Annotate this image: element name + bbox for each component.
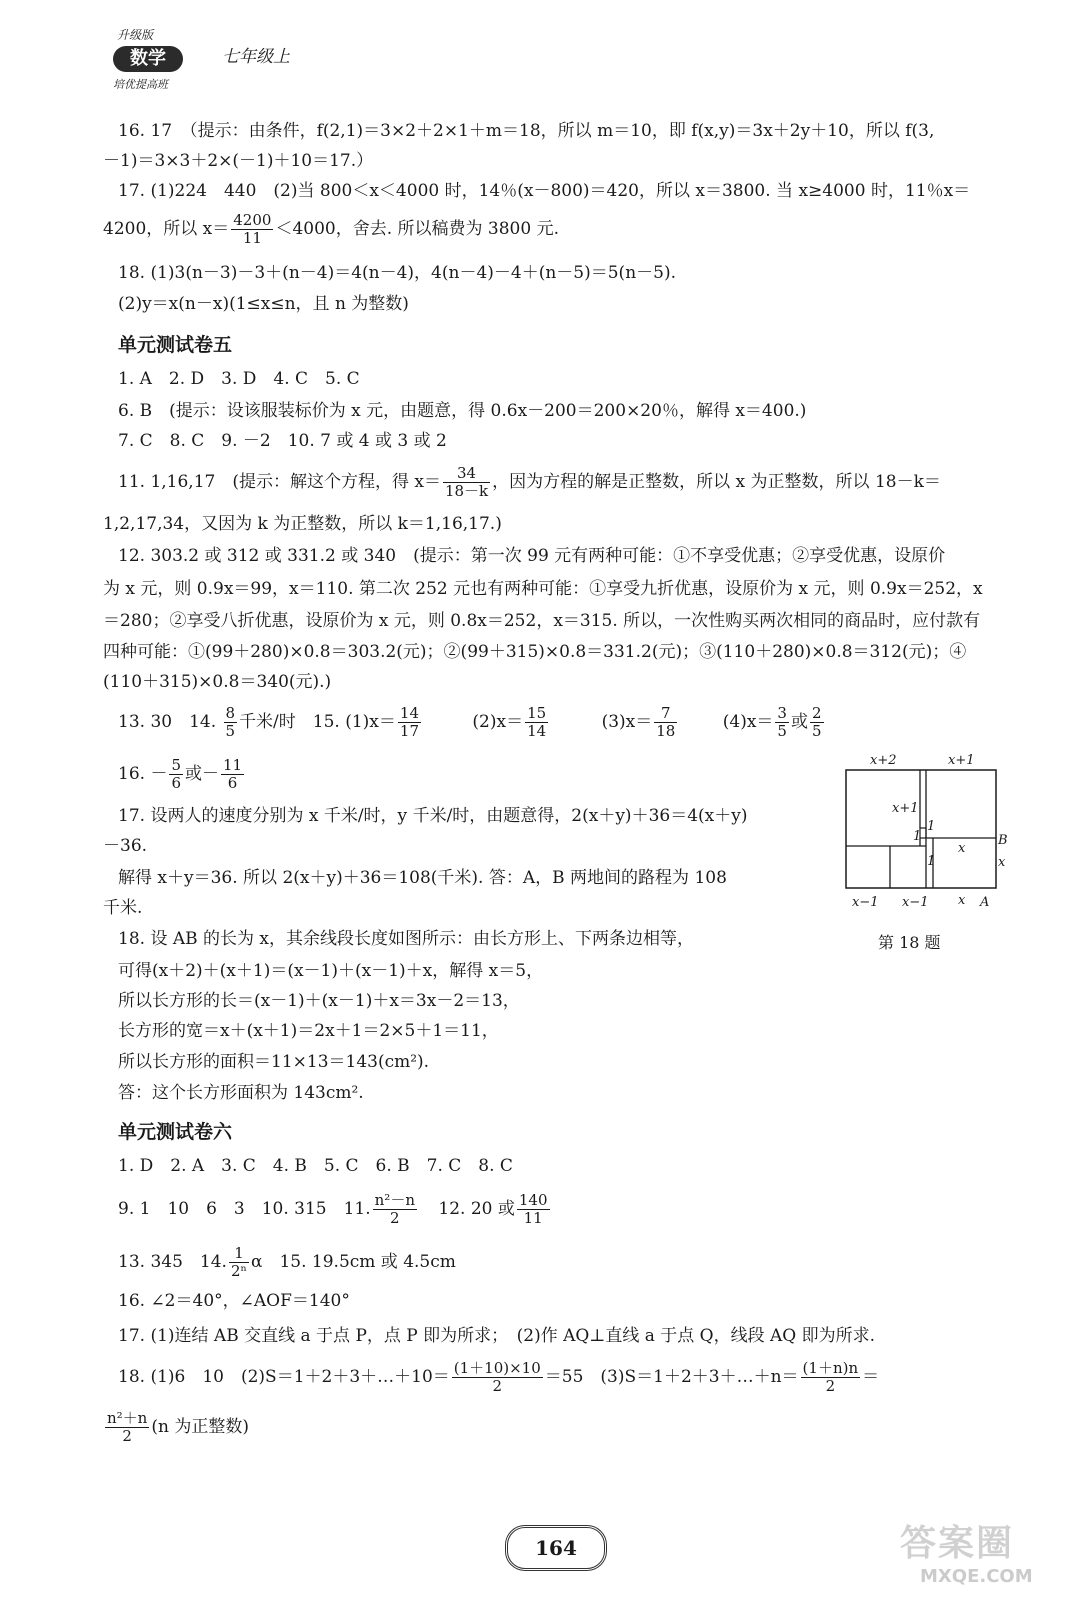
answer-unit6-9-12: 9. 1 10 6 3 10. 315 11. $\frac{\text{n²－n}}{2}$ 12. 20 或 $\frac{140}{11}$: [118, 1191, 548, 1227]
answer-unit5-11-line2: 1,2,17,34，又因为 k 为正整数，所以 k＝1,16,17.): [103, 514, 502, 534]
label-one-c: 1: [927, 854, 936, 869]
fraction: $\frac{7}{18}$: [656, 704, 676, 740]
answer-unit5-18-line6: 答：这个长方形面积为 143cm².: [118, 1083, 364, 1103]
answer-unit6-17: 17. (1)连结 AB 交直线 a 于点 P，点 P 即为所求； (2)作 AQ⊥直线 a 于点 Q，线段 AQ 即为所求.: [118, 1326, 876, 1346]
figure-caption: 第 18 题: [878, 933, 941, 952]
rectangle-figure: [830, 750, 1010, 925]
fraction: $\frac{15}{14}$: [527, 704, 547, 740]
label-one-b: 1: [927, 819, 936, 834]
answer-unit5-18-line1: 18. 设 AB 的长为 x，其余线段长度如图所示：由长方形上、下两条边相等，: [118, 929, 695, 949]
answer-18-line2: (2)y＝x(n－x)(1≤x≤n，且 n 为整数): [118, 294, 409, 314]
answer-unit5-6: 6. B (提示：设该服装标价为 x 元，由题意，得 0.6x－200＝200×20％，解得 x＝400.): [118, 401, 807, 421]
label-mid: x+1: [892, 801, 919, 816]
answer-unit6-18-line2: $\frac{\text{n²＋n}}{2}$ (n 为正整数): [107, 1409, 249, 1445]
answer-unit6-1-8: 1. D 2. A 3. C 4. B 5. C 6. B 7. C 8. C: [118, 1156, 513, 1176]
watermark: [900, 1515, 1033, 1587]
logo-top-text: 升级版: [117, 28, 154, 42]
answer-unit5-13-15: 13. 30 14. $\frac{8}{5}$ 千米/时 15. (1)x＝ $\frac{14}{17}$ (2)x＝ $\frac{15}{14}$ (3)x＝ $\frac{7}{18}$ (4)x＝ $\frac{3}{5}$ 或 $\frac{2}{5}$: [118, 704, 822, 740]
fraction: $\frac{1}{\text{2ⁿ}}$: [230, 1244, 247, 1280]
answer-unit5-17-line4: 千米.: [103, 898, 143, 918]
answer-unit5-16: 16. － $\frac{5}{6}$ 或－ $\frac{11}{6}$: [118, 756, 243, 792]
section-heading-unit6: 单元测试卷六: [118, 1121, 233, 1143]
label-bottom-3: x: [958, 893, 966, 908]
publisher-logo: [105, 16, 195, 106]
answer-unit5-7-10: 7. C 8. C 9. －2 10. 7 或 4 或 3 或 2: [118, 431, 447, 451]
label-bottom-2: x−1: [902, 895, 929, 910]
fraction: $\frac{3}{5}$: [777, 704, 787, 740]
answer-unit5-17-line1: 17. 设两人的速度分别为 x 千米/时，y 千米/时，由题意得，2(x＋y)＋36＝4(x＋y): [118, 806, 748, 826]
fraction: $\frac{2}{5}$: [811, 704, 822, 740]
fraction: $\frac{34}{18-k}$: [444, 464, 489, 500]
answer-unit5-17-line2: －36.: [103, 836, 148, 856]
section-heading-unit5: 单元测试卷五: [118, 334, 233, 356]
label-x-inner: x: [958, 841, 966, 856]
answer-unit5-12-line5: (110＋315)×0.8＝340(元).): [103, 672, 332, 692]
answer-unit5-12-line3: ＝280；②享受八折优惠，设原价为 x 元，则 0.8x＝252，x＝315. 所以，一次性购买两次相同的商品时，应付款有: [103, 611, 981, 631]
page-number: 164: [505, 1525, 607, 1571]
answer-unit5-12-line4: 四种可能：①(99＋280)×0.8＝303.2(元)；②(99＋315)×0.8＝331.2(元)；③(110＋280)×0.8＝312(元)；④: [103, 642, 967, 662]
answer-unit5-18-line3: 所以长方形的长＝(x－1)＋(x－1)＋x＝3x－2＝13，: [118, 991, 520, 1011]
fraction: $\frac{11}{6}$: [223, 756, 243, 792]
grade-label: 七年级上: [222, 47, 290, 67]
answer-unit5-1-5: 1. A 2. D 3. D 4. C 5. C: [118, 369, 360, 389]
watermark-url: MXQE.COM: [920, 1566, 1033, 1587]
logo-bottom-text: 培优提高班: [113, 78, 168, 91]
answer-16-line1: 16. 17 （提示：由条件，f(2,1)＝3×2＋2×1＋m＝18，所以 m＝10，即 f(x,y)＝3x＋2y＋10，所以 f(3,: [118, 121, 935, 141]
answer-unit6-18-line1: 18. (1)6 10 (2)S＝1＋2＋3＋…＋10＝ $\frac{(1+10)\times 10}{2}$ ＝55 (3)S＝1＋2＋3＋…＋n＝ $\frac{(1+n)n}{2}$ ＝: [118, 1359, 880, 1395]
answer-unit5-18-line2: 可得(x＋2)＋(x＋1)＝(x－1)＋(x－1)＋x，解得 x＝5，: [118, 961, 544, 981]
fraction: $\frac{8}{5}$: [225, 704, 236, 740]
answer-17-line2: 4200，所以 x＝ $\frac{4200}{11}$ ＜4000，舍去. 所以稿费为 3800 元.: [103, 211, 559, 247]
label-x-right: x: [998, 855, 1006, 870]
fraction: $\frac{4200}{11}$: [233, 211, 272, 247]
fraction: $\frac{\text{n²－n}}{2}$: [374, 1191, 415, 1227]
logo-main-text: 数学: [113, 46, 183, 72]
fraction: $\frac{(1+10)\times 10}{2}$: [453, 1359, 541, 1395]
fraction: $\frac{\text{n²＋n}}{2}$: [107, 1409, 148, 1445]
label-top-left: x+2: [870, 753, 897, 768]
answer-unit5-12-line1: 12. 303.2 或 312 或 331.2 或 340 (提示：第一次 99 元有两种可能：①不享受优惠；②享受优惠，设原价: [118, 546, 946, 566]
answer-unit5-17-line3: 解得 x＋y＝36. 所以 2(x＋y)＋36＝108(千米). 答：A，B 两地间的路程为 108: [118, 868, 727, 888]
answer-unit5-18-line4: 长方形的宽＝x＋(x＋1)＝2x＋1＝2×5＋1＝11，: [118, 1021, 499, 1041]
label-top-right: x+1: [948, 753, 975, 768]
fraction: $\frac{14}{17}$: [399, 704, 419, 740]
fraction: $\frac{140}{11}$: [518, 1191, 548, 1227]
label-one-a: 1: [913, 829, 922, 844]
answer-unit6-16: 16. ∠2＝40°，∠AOF＝140°: [118, 1291, 350, 1311]
answer-16-line2: －1)＝3×3＋2×(－1)＋10＝17.）: [103, 151, 374, 171]
answer-unit5-18-line5: 所以长方形的面积＝11×13＝143(cm²).: [118, 1052, 430, 1072]
label-A: A: [980, 895, 990, 910]
answer-17-line1: 17. (1)224 440 (2)当 800＜x＜4000 时，14％(x－800)＝420，所以 x＝3800. 当 x≥4000 时，11％x＝: [118, 181, 971, 201]
label-B: B: [998, 833, 1008, 848]
fraction: $\frac{5}{6}$: [171, 756, 181, 792]
answer-18-line1: 18. (1)3(n－3)－3＋(n－4)＝4(n－4)，4(n－4)－4＋(n－5)＝5(n－5).: [118, 263, 676, 283]
label-bottom-1: x−1: [852, 895, 879, 910]
watermark-text: 答案圈: [900, 1523, 1015, 1564]
answer-unit5-12-line2: 为 x 元，则 0.9x＝99，x＝110. 第二次 252 元也有两种可能：①享受九折优惠，设原价为 x 元，则 0.9x＝252，x: [103, 579, 983, 599]
fraction: $\frac{(1+n)n}{2}$: [802, 1359, 859, 1395]
answer-unit6-13-15: 13. 345 14. $\frac{1}{\text{2ⁿ}}$ α 15. 19.5cm 或 4.5cm: [118, 1244, 456, 1280]
answer-unit5-11-line1: 11. 1,16,17 (提示：解这个方程，得 x＝ $\frac{34}{18-k}$ ，因为方程的解是正整数，所以 x 为正整数，所以 18－k＝: [118, 464, 941, 500]
